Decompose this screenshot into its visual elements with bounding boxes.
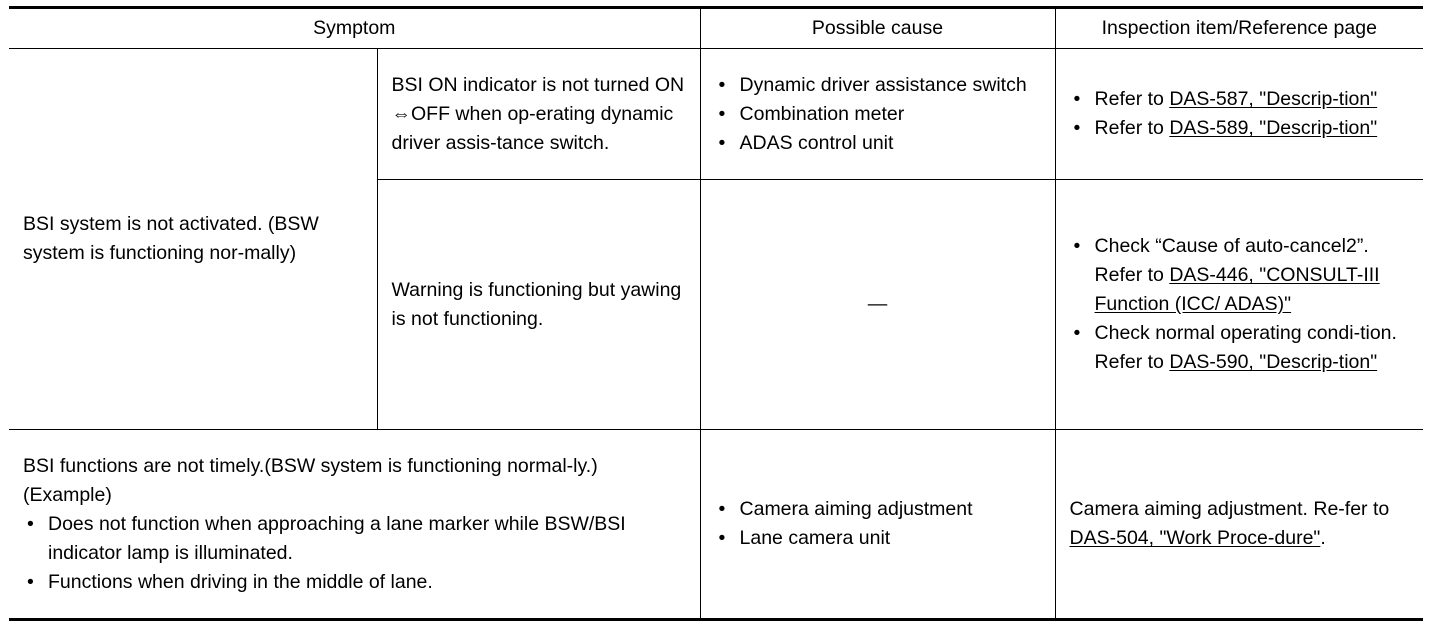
cause-cell — [700, 430, 1055, 620]
cause-list — [715, 495, 1041, 553]
list-item: • ADAS control unit — [715, 129, 1041, 158]
cause-cell — [700, 49, 1055, 180]
ref-prefix: Refer to — [1094, 117, 1170, 139]
reference-link[interactable]: DAS-587, "Descrip-tion" — [1169, 88, 1378, 110]
ref-continuation — [1070, 348, 1410, 377]
table-row — [9, 430, 1423, 620]
ref-prefix: Refer to — [1094, 88, 1170, 110]
list-item: • Lane camera unit — [715, 524, 1041, 553]
list-item — [1070, 319, 1410, 348]
ref-text: Check normal operating condi-tion. — [1094, 322, 1397, 344]
list-item — [1070, 114, 1410, 143]
cause-cell — [700, 180, 1055, 430]
diagnosis-table — [9, 6, 1423, 621]
header-inspection: Inspection item/Reference page — [1055, 8, 1423, 49]
table-row — [9, 49, 1423, 180]
sub-symptom-cell — [377, 180, 700, 430]
reference-cell — [1055, 49, 1423, 180]
reference-text — [1070, 495, 1410, 553]
list-item: • Combination meter — [715, 100, 1041, 129]
reference-link[interactable]: DAS-446, "CONSULT-III Function (ICC/ ADAS)" — [1094, 264, 1380, 315]
ref-suffix: . — [1320, 527, 1326, 549]
reference-link[interactable]: DAS-589, "Descrip-tion" — [1169, 117, 1378, 139]
reference-link[interactable]: DAS-504, "Work Proce-dure" — [1069, 527, 1321, 549]
cause-list — [715, 71, 1041, 158]
example-label: (Example) — [23, 483, 112, 506]
list-item: • Dynamic driver assistance switch — [715, 71, 1041, 100]
symptom-text: BSI functions are not timely.(BSW system is functioning normal-ly.) — [23, 454, 598, 477]
list-item: • Functions when driving in the middle of lane. — [23, 568, 686, 597]
header-possible-cause: Possible cause — [700, 8, 1055, 49]
sub-symptom-cell — [377, 49, 700, 180]
symptom-main-cell — [9, 49, 377, 430]
sub-symptom-text: BSI ON indicator is not turned ON ⇔OFF when op-erating dynamic driver assis-tance switch. — [391, 73, 685, 154]
ref-text: Check “Cause of auto-cancel2”. Refer to — [1094, 235, 1369, 286]
ref-text: Camera aiming adjustment. Re-fer to — [1069, 498, 1390, 520]
symptom-cell — [9, 430, 700, 620]
sub-symptom-text: Warning is functioning but yawing is not functioning. — [391, 278, 682, 330]
list-item: • Does not function when approaching a lane marker while BSW/BSI indicator lamp is illuminated. — [23, 510, 686, 568]
symptom-list — [23, 510, 686, 597]
list-item — [1070, 232, 1410, 319]
list-item — [1070, 85, 1410, 114]
reference-link[interactable]: DAS-590, "Descrip-tion" — [1169, 351, 1378, 373]
header-row — [9, 8, 1423, 49]
list-item: • Camera aiming adjustment — [715, 495, 1041, 524]
reference-cell — [1055, 430, 1423, 620]
symptom-main-text: BSI system is not activated. (BSW system is functioning nor-mally) — [23, 213, 319, 264]
no-cause-dash: — — [867, 293, 888, 315]
reference-cell — [1055, 180, 1423, 430]
header-symptom: Symptom — [9, 8, 700, 49]
ref-prefix: Refer to — [1094, 351, 1170, 373]
document-page — [9, 6, 1423, 616]
reference-list — [1070, 232, 1410, 348]
reference-list — [1070, 85, 1410, 143]
